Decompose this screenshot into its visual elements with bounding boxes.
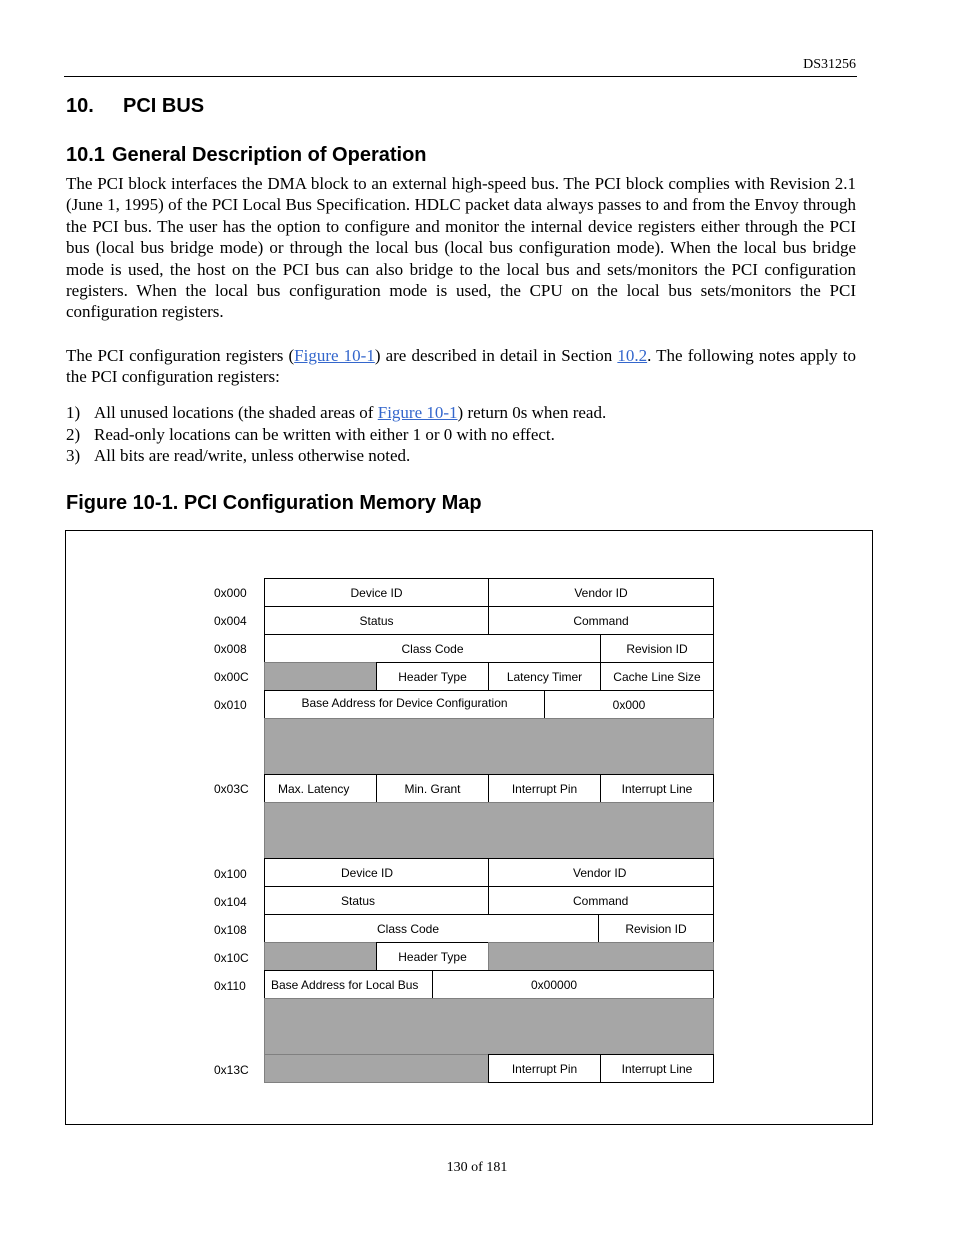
subsection-title: General Description of Operation: [112, 144, 427, 166]
section-heading: [66, 95, 204, 118]
list-number: 3): [66, 446, 81, 466]
address-label: 0x008: [214, 642, 247, 656]
register-cell: Base Address for Local Bus: [264, 970, 433, 999]
list-item: [66, 445, 856, 467]
address-label: 0x00C: [214, 670, 249, 684]
register-cell: Command: [488, 606, 714, 635]
register-cell: 0x00000: [432, 970, 714, 999]
address-label: 0x108: [214, 923, 247, 937]
para2-text-c: . The following notes apply to the PCI configuration registers:: [66, 346, 857, 387]
list-number: 2): [66, 424, 81, 444]
list-text: Read-only locations can be written with either 1 or 0 with no effect.: [94, 424, 555, 444]
notes-list: [66, 402, 856, 467]
register-cell: Command: [488, 886, 714, 915]
list-text: All bits are read/write, unless otherwise noted.: [94, 446, 411, 466]
paragraph-config-registers: [66, 345, 856, 388]
register-cell: Latency Timer: [488, 662, 601, 691]
address-label: 0x13C: [214, 1063, 249, 1077]
address-label: 0x100: [214, 867, 247, 881]
register-cell: Vendor ID: [488, 578, 714, 607]
register-cell: Class Code: [264, 914, 599, 943]
register-cell: Revision ID: [598, 914, 714, 943]
register-cell: Cache Line Size: [600, 662, 714, 691]
register-cell: Base Address for Device Configuration: [264, 690, 545, 719]
unused-shaded-area: [264, 802, 714, 859]
unused-shaded-area: [264, 998, 714, 1055]
register-cell: Status: [264, 886, 489, 915]
figure-title: Figure 10-1. PCI Configuration Memory Map: [66, 492, 482, 514]
section-title: PCI BUS: [123, 95, 205, 117]
list-text-b: ) return 0s when read.: [457, 403, 607, 422]
register-cell: Interrupt Pin: [488, 1054, 601, 1083]
unused-shaded-area: [264, 718, 714, 775]
register-cell: Interrupt Pin: [488, 774, 601, 803]
address-label: 0x110: [214, 979, 246, 993]
address-label: 0x000: [214, 586, 247, 600]
list-text-a: All unused locations (the shaded areas of: [94, 403, 378, 422]
section-link[interactable]: 10.2: [617, 346, 648, 365]
address-label: 0x004: [214, 614, 247, 628]
register-cell: Status: [264, 606, 489, 635]
register-cell: Interrupt Line: [600, 1054, 714, 1083]
header-rule: [64, 76, 857, 77]
para2-text-a: The PCI configuration registers (: [66, 346, 295, 365]
list-number: 1): [66, 403, 81, 422]
address-label: 0x010: [214, 698, 247, 712]
register-cell: Class Code: [264, 634, 601, 663]
register-cell: Device ID: [264, 578, 489, 607]
register-cell: Revision ID: [600, 634, 714, 663]
register-cell: Max. Latency: [264, 774, 377, 803]
register-cell: 0x000: [544, 690, 714, 719]
document-id: DS31256: [803, 57, 856, 72]
list-text: [94, 402, 606, 424]
section-number: 10.: [66, 95, 94, 117]
subsection-number: 10.1: [66, 144, 105, 166]
subsection-heading: [66, 144, 427, 167]
address-label: 0x03C: [214, 782, 249, 796]
figure-link[interactable]: Figure 10-1: [294, 346, 375, 365]
paragraph-general-description: The PCI block interfaces the DMA block to an external high-speed bus. The PCI block complies with Revision 2.1 (June 1, 1995) of the PCI Local Bus Specification. HDLC packet data always passes to and from the Envoy through the PCI bus. The user has the option to configure and monitor the internal device registers either through the PCI bus (local bus bridge mode) or through the local bus (local bus configuration mode). When the local bus bridge mode is used, the host on the PCI bus can also bridge to the local bus and sets/monitors the PCI configuration registers. When the local bus configuration mode is used, the CPU on the local bus sets/monitors the PCI configuration registers.: [66, 174, 856, 322]
register-cell: Interrupt Line: [600, 774, 714, 803]
page-number: 130 of 181: [446, 1160, 508, 1175]
list-item: [66, 402, 856, 424]
address-label: 0x10C: [214, 951, 249, 965]
figure-link[interactable]: Figure 10-1: [377, 403, 458, 422]
register-cell: Header Type: [376, 942, 489, 971]
address-label: 0x104: [214, 895, 247, 909]
register-cell: Min. Grant: [376, 774, 489, 803]
list-item: [66, 424, 856, 446]
register-cell: Vendor ID: [488, 858, 714, 887]
register-cell: Device ID: [264, 858, 489, 887]
unused-shaded-area: [264, 1054, 489, 1083]
para2-text-b: ) are described in detail in Section: [374, 346, 618, 365]
unused-shaded-area: [264, 942, 377, 971]
unused-shaded-area: [488, 942, 714, 971]
unused-shaded-area: [264, 662, 377, 691]
register-cell: Header Type: [376, 662, 489, 691]
